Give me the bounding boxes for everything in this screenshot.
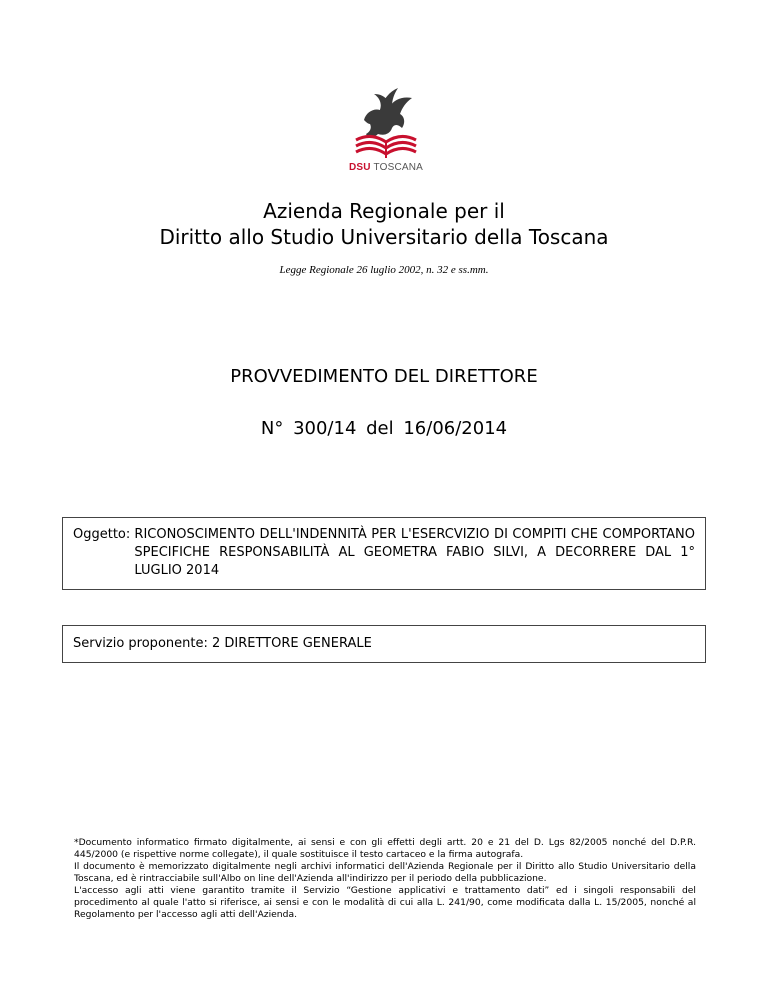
logo-brand-bold: DSU <box>348 162 371 173</box>
subject-label: Oggetto: <box>73 527 135 542</box>
proposing-service-box <box>62 625 706 663</box>
logo-brand-regular: TOSCANA <box>370 162 424 173</box>
footnote-paragraph-3: L'accesso agli atti viene garantito tramite il Servizio “Gestione applicativi e trattamento dati” ed i singoli responsabili del procedimento al quale l'atto si riferisce, ai sensi e con le modalità di cui alla L. 241/90, come modificata dalla L. 15/2005, nonché al Regolamento per l'accesso agli atti dell'Azienda. <box>74 885 696 920</box>
dsu-toscana-logo <box>336 84 436 176</box>
org-title-line1: Azienda Regionale per il <box>263 199 505 223</box>
document-number: N° 300/14 del 16/06/2014 <box>260 418 508 439</box>
law-reference: Legge Regionale 26 luglio 2002, n. 32 e ss.mm. <box>279 264 489 276</box>
subject-text: RICONOSCIMENTO DELL'INDENNITÀ PER L'ESERCVIZIO DI COMPITI CHE COMPORTANO SPECIFICHE RESPONSABILITÀ AL GEOMETRA FABIO SILVI, A DECORRERE DAL 1° LUGLIO 2014 <box>134 527 695 578</box>
org-title-line2: Diritto allo Studio Universitario della Toscana <box>159 225 609 249</box>
logo-wordmark <box>336 162 436 174</box>
organization-title <box>0 198 768 250</box>
digital-signature-footnote <box>74 837 696 921</box>
subject-box <box>62 517 706 590</box>
footnote-paragraph-1: *Documento informatico firmato digitalmente, ai sensi e con gli effetti degli artt. 20 e 21 del D. Lgs 82/2005 nonché del D.P.R. 445/2000 (e rispettive norme collegate), il quale sostituisce il testo cartaceo e la firma autografa. <box>74 837 696 860</box>
pegasus-icon <box>336 84 436 164</box>
proposing-service-text: Servizio proponente: 2 DIRETTORE GENERALE <box>73 636 372 651</box>
document-type: PROVVEDIMENTO DEL DIRETTORE <box>230 366 538 387</box>
footnote-paragraph-2: Il documento è memorizzato digitalmente negli archivi informatici dell'Azienda Regionale per il Diritto allo Studio Universitario della Toscana, ed è rintracciabile sull'Albo on line dell'Azienda all'indirizzo per il periodo della pubblicazione. <box>74 861 696 884</box>
